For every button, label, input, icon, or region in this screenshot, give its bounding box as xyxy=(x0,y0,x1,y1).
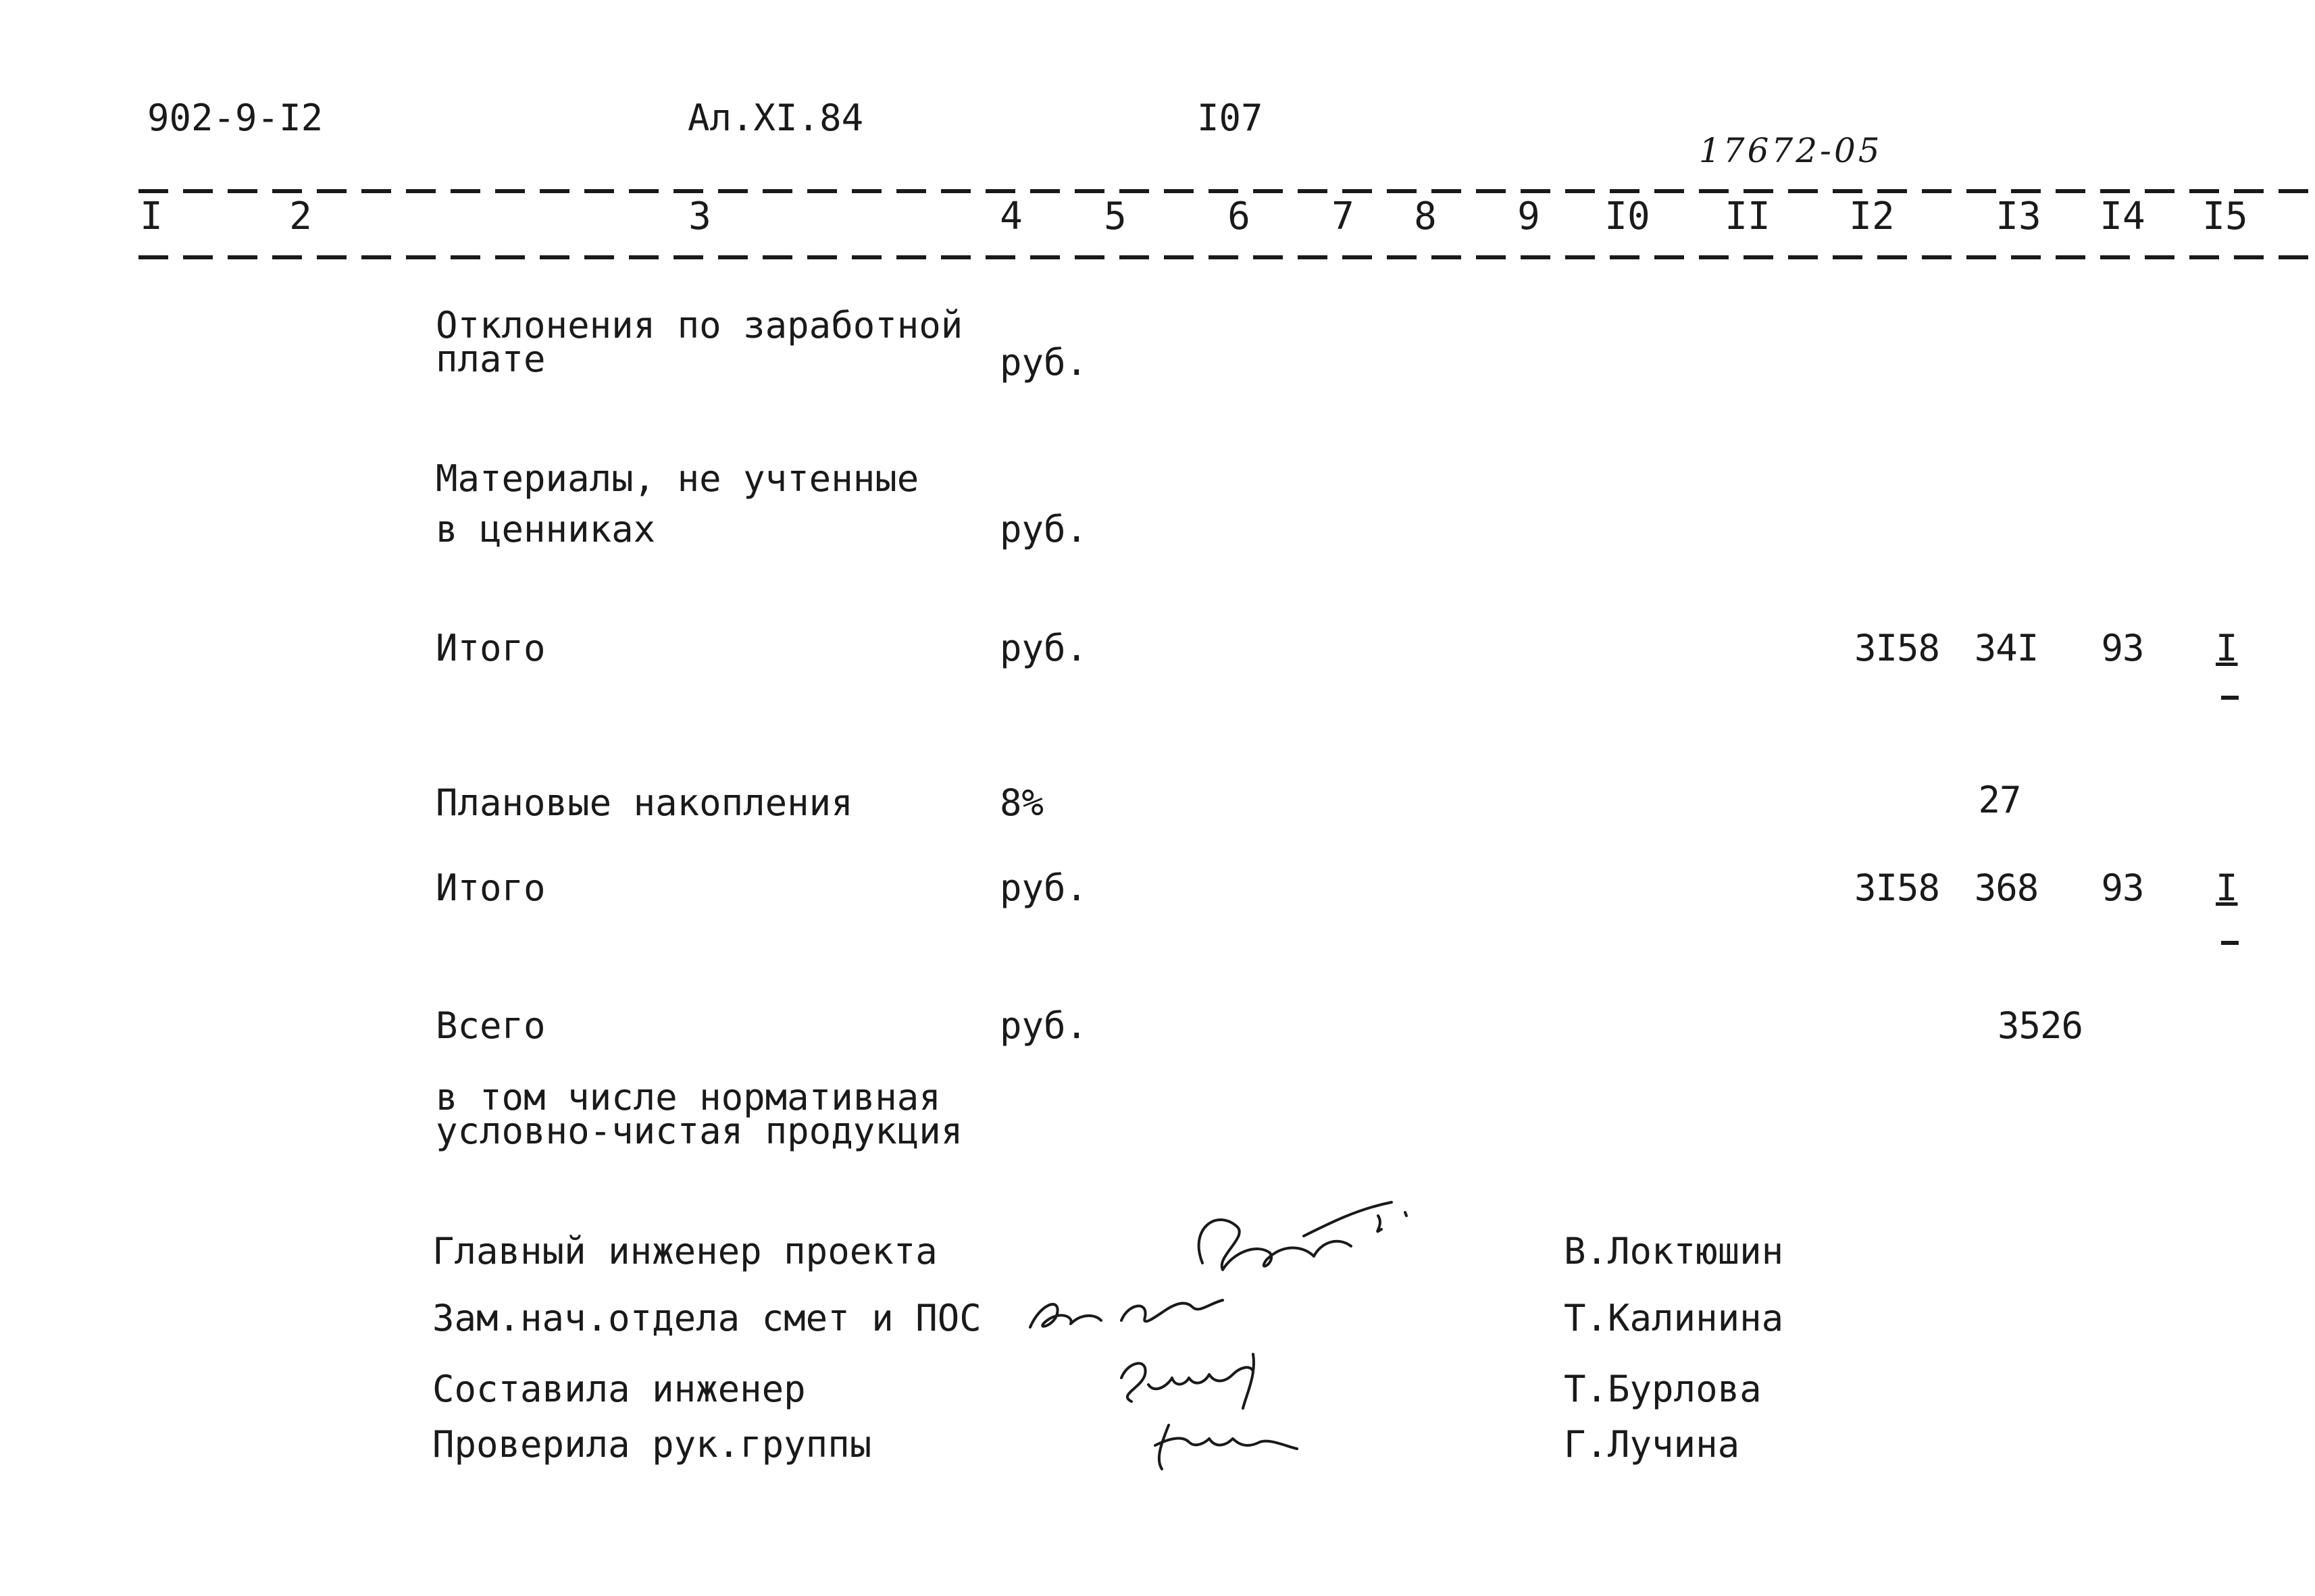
row-total1-col15-dash xyxy=(2221,696,2239,700)
signer-role-3: Составила инженер xyxy=(432,1368,806,1410)
row-total1-col13: 34I xyxy=(1974,627,2039,669)
page-number: I07 xyxy=(1197,97,1263,139)
col-num-12: I2 xyxy=(1849,195,1895,238)
row-salary-label-2: плате xyxy=(436,338,546,380)
normative-line-2: условно-чистая продукция xyxy=(436,1110,963,1152)
doc-code: 902-9-I2 xyxy=(147,97,324,139)
row-salary-label-1: Отклонения по заработной xyxy=(436,304,963,346)
row-grand-label: Всего xyxy=(436,1004,546,1047)
col-num-1: I xyxy=(140,195,163,238)
header-divider-bottom xyxy=(138,255,2315,259)
col-num-9: 9 xyxy=(1517,195,1540,238)
row-grand-unit: руб. xyxy=(1000,1004,1088,1047)
row-total1-unit: руб. xyxy=(1000,627,1088,669)
col-num-11: II xyxy=(1725,195,1771,238)
stamp-number: 17672-05 xyxy=(1699,131,1883,170)
row-total1-col14: 93 xyxy=(2101,627,2144,669)
row-total2-col14: 93 xyxy=(2101,867,2144,909)
col-num-7: 7 xyxy=(1331,195,1354,238)
row-grand-value: 3526 xyxy=(1997,1004,2083,1047)
signer-name-2: Т.Калинина xyxy=(1564,1297,1784,1339)
row-total2-label: Итого xyxy=(436,867,546,909)
col-num-6: 6 xyxy=(1227,195,1250,238)
row-total2-col12: 3I58 xyxy=(1854,867,1940,909)
header-divider-top xyxy=(138,189,2315,193)
signature-4 xyxy=(1142,1412,1317,1472)
row-planned-col13: 27 xyxy=(1978,779,2021,821)
normative-line-1: в том числе нормативная xyxy=(436,1076,941,1118)
album-code: Ал.XI.84 xyxy=(688,97,864,139)
row-materials-label-1: Материалы, не учтенные xyxy=(436,457,919,500)
row-total1-col12: 3I58 xyxy=(1854,627,1940,669)
signature-2 xyxy=(1020,1283,1250,1344)
col-num-15: I5 xyxy=(2202,195,2248,238)
signer-role-2: Зам.нач.отдела смет и ПОС xyxy=(432,1297,982,1339)
signer-name-3: Т.Бурлова xyxy=(1564,1368,1762,1410)
row-planned-label: Плановые накопления xyxy=(436,781,853,824)
col-num-10: I0 xyxy=(1604,195,1650,238)
signature-1 xyxy=(1175,1189,1432,1290)
row-total2-col13: 368 xyxy=(1974,867,2039,909)
row-total2-col15: I xyxy=(2216,867,2238,909)
row-materials-unit: руб. xyxy=(1000,508,1088,550)
col-num-5: 5 xyxy=(1104,195,1127,238)
col-num-8: 8 xyxy=(1414,195,1437,238)
col-num-3: 3 xyxy=(688,195,711,238)
col-num-2: 2 xyxy=(289,195,312,238)
col-num-14: I4 xyxy=(2100,195,2145,238)
row-materials-label-2: в ценниках xyxy=(436,508,656,550)
row-planned-unit: 8% xyxy=(1000,781,1044,824)
col-num-13: I3 xyxy=(1995,195,2041,238)
signer-role-1: Главный инженер проекта xyxy=(432,1230,938,1272)
signer-name-4: Г.Лучина xyxy=(1564,1423,1740,1466)
row-total2-unit: руб. xyxy=(1000,867,1088,909)
col-num-4: 4 xyxy=(1000,195,1023,238)
row-salary-unit: руб. xyxy=(1000,341,1088,384)
signature-3 xyxy=(1108,1347,1283,1415)
row-total1-label: Итого xyxy=(436,627,546,669)
row-total1-col15: I xyxy=(2216,627,2238,669)
row-total2-col15-dash xyxy=(2221,941,2239,945)
signer-role-4: Проверила рук.группы xyxy=(432,1423,872,1466)
column-header-row xyxy=(0,195,2315,245)
signer-name-1: В.Локтюшин xyxy=(1564,1230,1784,1272)
